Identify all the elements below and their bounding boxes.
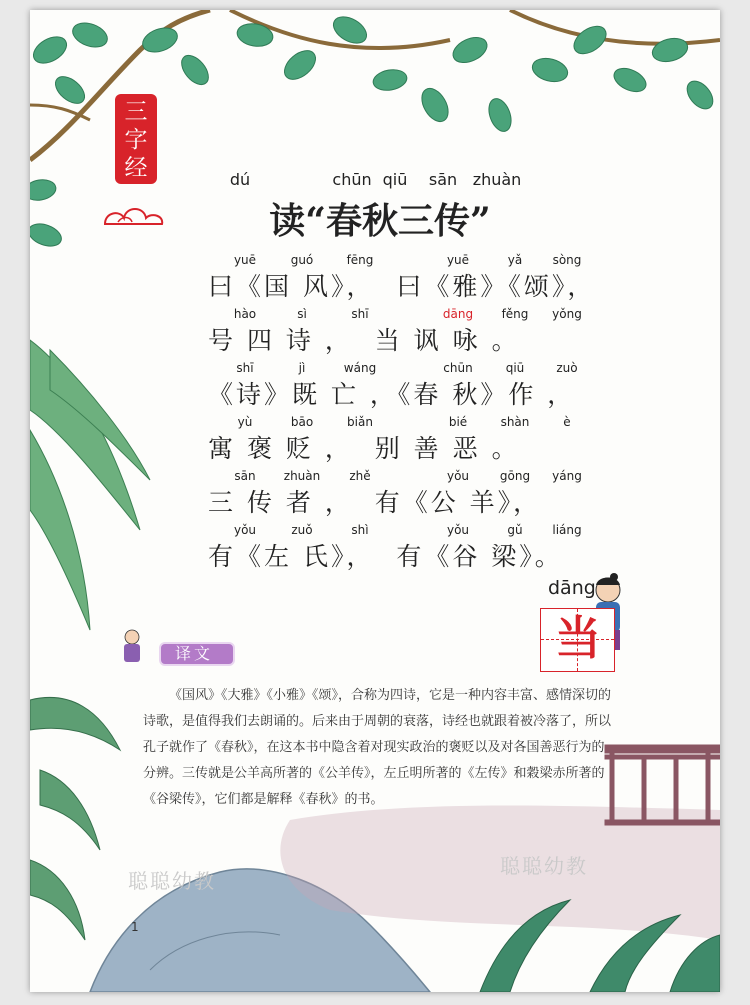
verse-line: 号 四 诗 ， 当 讽 咏 。 (208, 326, 520, 355)
highlight-character: 当 (555, 611, 601, 665)
pinyin-syllable: sòng (552, 253, 582, 267)
verse-line: 有《左 氏》， 有《谷 梁》。 (208, 542, 563, 571)
page-number: 1 (131, 920, 139, 934)
title-pinyin: chūn (332, 170, 372, 189)
pinyin-syllable: guó (290, 253, 314, 267)
pinyin-syllable: biǎn (347, 415, 373, 429)
verse-line: 寓 褒 贬 ， 别 善 恶 。 (208, 434, 520, 463)
title-pinyin: qiū (382, 170, 408, 189)
pinyin-syllable: chūn (443, 361, 473, 375)
pinyin-syllable: sì (297, 307, 307, 321)
pinyin-syllable: sān (234, 469, 256, 483)
pinyin-syllable: gǔ (507, 523, 523, 537)
page-title: 读“春秋三传” (269, 200, 491, 242)
scholar-illustration (124, 630, 140, 662)
pinyin-syllable: yáng (552, 469, 582, 483)
pinyin-syllable: bāo (290, 415, 314, 429)
book-page (30, 10, 720, 992)
translation-badge (143, 638, 235, 668)
seal-char: 三 (124, 99, 148, 125)
pinyin-syllable: jì (298, 361, 306, 375)
highlight-pinyin: dāng (548, 577, 596, 599)
pinyin-syllable: yǒng (552, 307, 582, 321)
pinyin-syllable: yǒu (233, 523, 257, 537)
pinyin-syllable: shì (351, 523, 369, 537)
title-pinyin: zhuàn (472, 170, 522, 189)
pinyin-syllable: shī (351, 307, 369, 321)
pinyin-syllable: yǎ (507, 253, 523, 267)
pinyin-syllable: hào (233, 307, 257, 321)
pinyin-syllable: yǒu (446, 469, 470, 483)
seal-char: 经 (124, 155, 148, 181)
pinyin-syllable: shī (236, 361, 254, 375)
pinyin-syllable: yǒu (446, 523, 470, 537)
pinyin-syllable: qiū (505, 361, 525, 375)
pinyin-syllable: zuǒ (291, 523, 313, 537)
pinyin-syllable: zuò (556, 361, 578, 375)
watermark: 聪聪幼教 (500, 854, 588, 878)
pinyin-syllable: yuē (233, 253, 257, 267)
title-seal (115, 94, 157, 184)
title-pinyin: sān (428, 170, 458, 189)
pinyin-syllable: wáng (343, 361, 377, 375)
pinyin-syllable: zhě (349, 469, 371, 483)
pinyin-syllable: bié (448, 415, 468, 429)
verse-line: 三 传 者 ， 有《公 羊》， (208, 488, 542, 517)
watermark: 聪聪幼教 (128, 869, 216, 893)
pinyin-syllable: fēng (346, 253, 374, 267)
pinyin-syllable: yù (237, 415, 253, 429)
pinyin-syllable: gōng (499, 469, 531, 483)
title-pinyin: dú (229, 170, 251, 189)
pinyin-syllable: shàn (500, 415, 530, 429)
verse-line: 曰《国 风》， 曰《雅》《颂》， (208, 272, 596, 301)
pinyin-syllable: fěng (501, 307, 529, 321)
pinyin-syllable: è (563, 415, 571, 429)
translation-label: 译文 (175, 644, 214, 663)
cloud-ornament (100, 198, 170, 232)
pinyin-syllable: liáng (552, 523, 582, 537)
verse-line: 《诗》既 亡 ，《春 秋》作 ， (208, 380, 576, 409)
pinyin-syllable: yuē (446, 253, 470, 267)
pinyin-syllable: dāng (442, 307, 474, 321)
seal-char: 字 (124, 127, 148, 153)
pinyin-syllable: zhuàn (283, 469, 321, 483)
translation-paragraph: 《国风》《大雅》《小雅》《颂》，合称为四诗，它是一种内容丰富、感情深切的诗歌，是值得我们去朗诵的。后来由于周朝的衰落，诗经也就跟着被冷落了，所以孔子就作了《春秋》，在这本书中隐含着对现实政治的褒贬以及对各国善恶行为的分辨。三传就是公羊高所著的《公羊传》，左丘明所著的《左传》和穀梁赤所著的《谷梁传》，它们都是解释《春秋》的书。 (143, 688, 612, 807)
